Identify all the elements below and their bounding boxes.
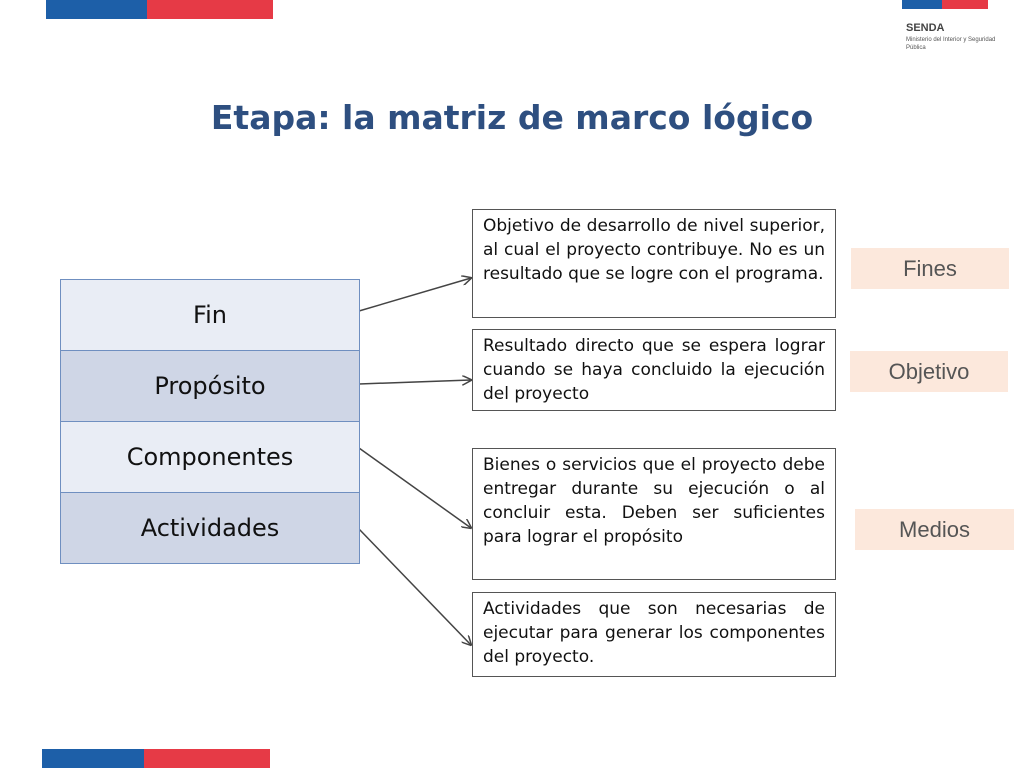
description-proposito: Resultado directo que se espera lograr cuando se haya concluido la ejecución del proyecto (472, 329, 836, 411)
description-fin: Objetivo de desarrollo de nivel superior, al cual el proyecto contribuye. No es un resultado que se logre con el programa. (472, 209, 836, 318)
arrow-fin (359, 278, 471, 311)
level-actividades: Actividades (61, 492, 359, 563)
description-actividades: Actividades que son necesarias de ejecutar para generar los componentes del proyecto. (472, 592, 836, 677)
description-componentes: Bienes o servicios que el proyecto debe entregar durante su ejecución o al concluir esta. Deben ser suficientes para lograr el propósito (472, 448, 836, 580)
level-componentes: Componentes (61, 421, 359, 492)
arrow-proposito (359, 380, 471, 384)
tag-fines: Fines (851, 248, 1009, 289)
logic-levels-stack (60, 279, 360, 564)
level-fin: Fin (61, 280, 359, 350)
logo-name: SENDA (906, 22, 945, 34)
arrow-actividades (359, 529, 471, 645)
slide-title: Etapa: la matriz de marco lógico (210, 98, 814, 137)
logo-subtitle: Ministerio del Interior y Seguridad Pública (906, 37, 996, 51)
level-proposito: Propósito (61, 350, 359, 421)
arrow-componentes (359, 448, 471, 528)
tag-objetivo: Objetivo (850, 351, 1008, 392)
tag-medios: Medios (855, 509, 1014, 550)
